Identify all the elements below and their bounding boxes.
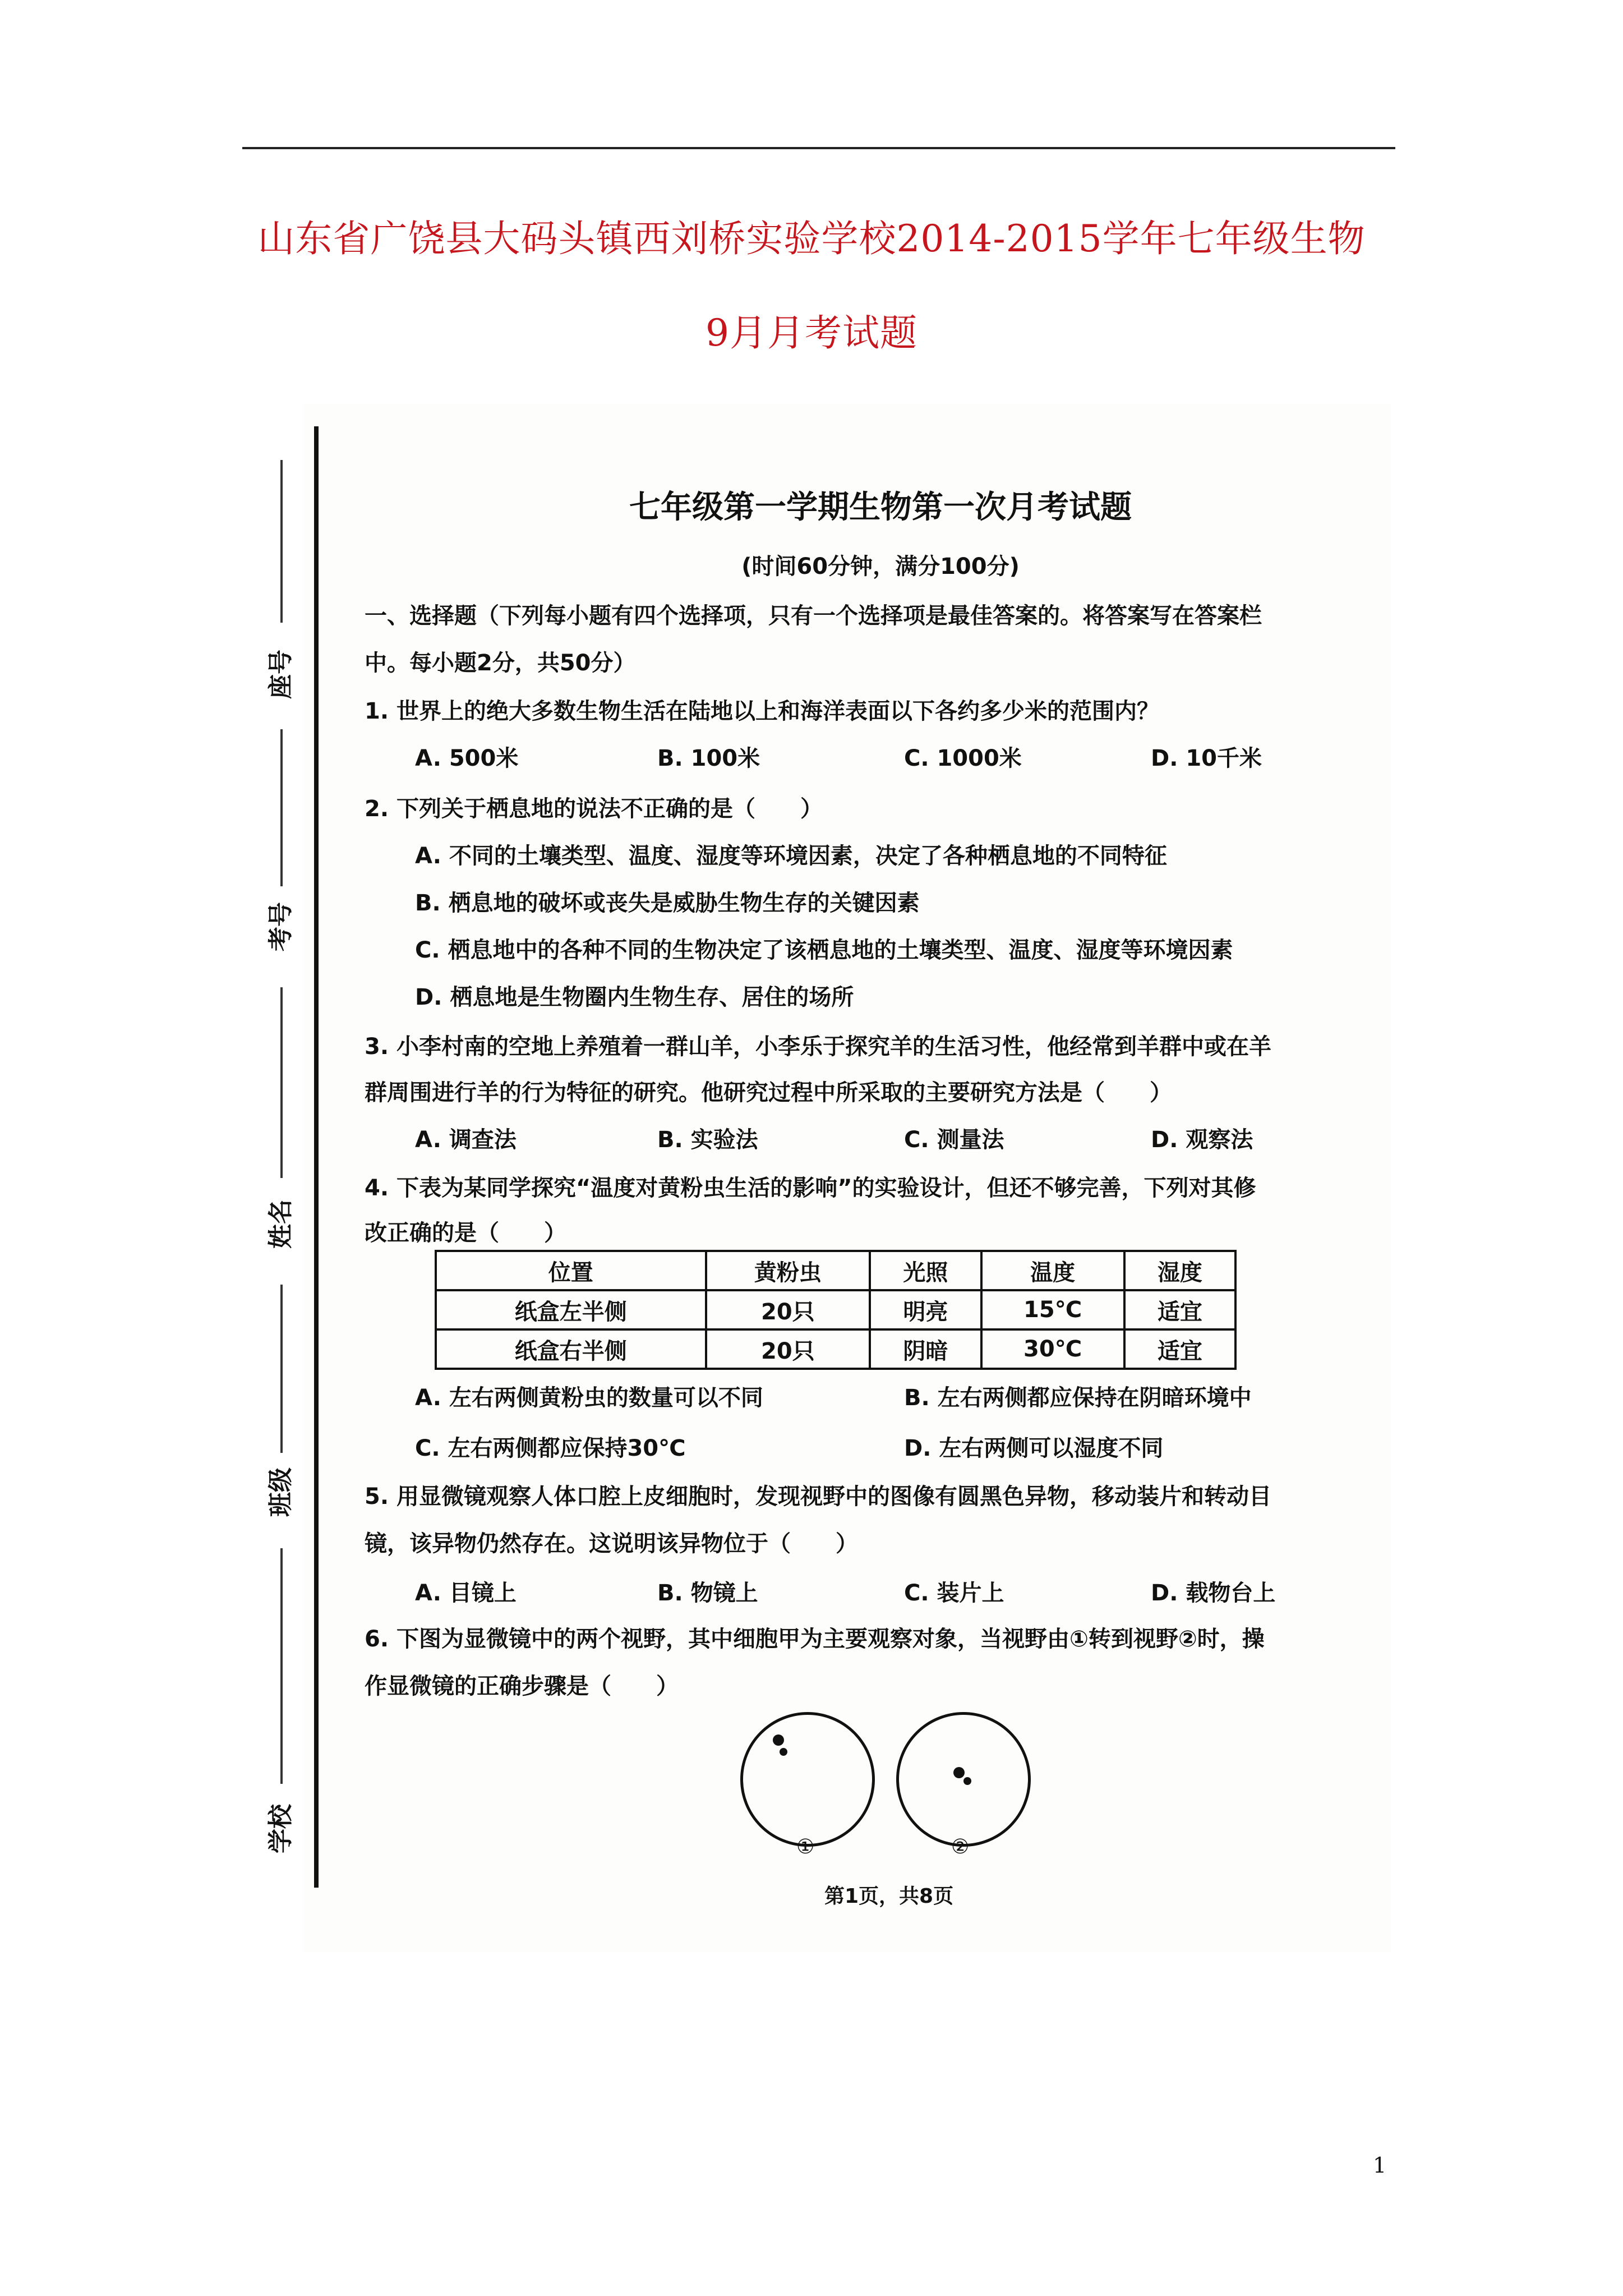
field-label: ① [796, 1835, 815, 1858]
option: B. 左右两侧都应保持在阴暗环境中 [904, 1385, 1252, 1411]
table-cell: 15℃ [981, 1290, 1124, 1329]
question-4: 4. 下表为某同学探究“温度对黄粉虫生活的影响”的实验设计，但还不够完善，下列对其修 [365, 1175, 1256, 1201]
table-cell: 30℃ [981, 1329, 1124, 1369]
header-rule [242, 147, 1395, 149]
margin-blank-line [280, 1285, 283, 1453]
option: C. 左右两侧都应保持30℃ [415, 1435, 686, 1461]
table-header: 光照 [870, 1251, 981, 1290]
option: A. 不同的土壤类型、温度、湿度等环境因素，决定了各种栖息地的不同特征 [415, 843, 1167, 869]
option: A. 目镜上 [415, 1580, 517, 1606]
question-4: 改正确的是（ ） [365, 1220, 566, 1246]
question-2: 2. 下列关于栖息地的说法不正确的是（ ） [365, 796, 823, 822]
field-label: ② [951, 1835, 970, 1858]
class-label: 班级 [266, 1467, 295, 1517]
table-header: 黄粉虫 [706, 1251, 870, 1290]
table-row [436, 1290, 1235, 1329]
document-title-line1: 山东省广饶县大码头镇西刘桥实验学校2014-2015学年七年级生物 [257, 217, 1366, 260]
question-1: 1. 世界上的绝大多数生物生活在陆地以上和海洋表面以下各约多少米的范围内？ [365, 698, 1159, 724]
document-title-line2: 9月月考试题 [706, 311, 917, 355]
option: D. 左右两侧可以湿度不同 [904, 1435, 1164, 1461]
option: B. 物镜上 [657, 1580, 758, 1606]
question-3: 3. 小李村南的空地上养殖着一群山羊，小李乐于探究羊的生活习性，他经常到羊群中或在羊 [365, 1034, 1271, 1060]
question-6: 作显微镜的正确步骤是（ ） [365, 1673, 679, 1699]
table-cell: 适宜 [1124, 1290, 1235, 1329]
margin-blank-line [280, 460, 283, 623]
question-3: 群周围进行羊的行为特征的研究。他研究过程中所采取的主要研究方法是（ ） [365, 1080, 1172, 1106]
cell-a-dot [773, 1734, 784, 1746]
table-cell: 适宜 [1124, 1329, 1235, 1369]
table-cell: 纸盒右半侧 [436, 1329, 706, 1369]
seat-number-label: 座号 [266, 650, 295, 699]
option: C. 装片上 [904, 1580, 1004, 1606]
table-header: 温度 [981, 1251, 1124, 1290]
exam-number-label: 考号 [266, 902, 295, 951]
exam-subtitle: (时间60分钟，满分100分) [741, 554, 1020, 579]
option: C. 测量法 [904, 1127, 1004, 1153]
option: D. 10千米 [1151, 746, 1262, 771]
option: B. 100米 [657, 746, 760, 771]
option: A. 调查法 [415, 1127, 517, 1153]
option: A. 左右两侧黄粉虫的数量可以不同 [415, 1385, 763, 1411]
table-header: 湿度 [1124, 1251, 1235, 1290]
table-cell: 阴暗 [870, 1329, 981, 1369]
cell-b-dot [780, 1748, 787, 1756]
question-5: 5. 用显微镜观察人体口腔上皮细胞时，发现视野中的图像有圆黑色异物，移动装片和转动目 [365, 1484, 1271, 1510]
option: B. 实验法 [657, 1127, 758, 1153]
table-cell: 明亮 [870, 1290, 981, 1329]
question-5: 镜，该异物仍然存在。这说明该异物位于（ ） [365, 1531, 858, 1557]
experiment-table [435, 1250, 1237, 1370]
option: D. 观察法 [1151, 1127, 1253, 1153]
option: A. 500米 [415, 746, 519, 771]
margin-blank-line [280, 987, 283, 1178]
binding-line [314, 426, 319, 1888]
exam-page-footer: 第1页，共8页 [824, 1885, 954, 1908]
option: C. 栖息地中的各种不同的生物决定了该栖息地的土壤类型、温度、湿度等环境因素 [415, 937, 1233, 963]
table-row [436, 1329, 1235, 1369]
table-header: 位置 [436, 1251, 706, 1290]
cell-a-dot [953, 1767, 965, 1778]
section-intro: 一、选择题（下列每小题有四个选择项，只有一个选择项是最佳答案的。将答案写在答案栏 [365, 603, 1262, 629]
table-cell: 20只 [706, 1290, 870, 1329]
margin-blank-line [280, 1548, 283, 1784]
option: C. 1000米 [904, 746, 1022, 771]
margin-blank-line [280, 729, 283, 886]
microscope-field-1 [740, 1712, 875, 1847]
table-header-row [436, 1251, 1235, 1290]
table-cell: 纸盒左半侧 [436, 1290, 706, 1329]
table-cell: 20只 [706, 1329, 870, 1369]
question-6: 6. 下图为显微镜中的两个视野，其中细胞甲为主要观察对象，当视野由①转到视野②时，操 [365, 1626, 1265, 1652]
name-label: 姓名 [266, 1199, 295, 1249]
exam-title: 七年级第一学期生物第一次月考试题 [629, 489, 1132, 526]
page-number: 1 [1373, 2153, 1387, 2178]
option: B. 栖息地的破坏或丧失是威胁生物生存的关键因素 [415, 890, 920, 916]
option: D. 栖息地是生物圈内生物生存、居住的场所 [415, 984, 854, 1010]
section-intro: 中。每小题2分，共50分） [365, 650, 636, 676]
cell-b-dot [963, 1777, 971, 1785]
option: D. 载物台上 [1151, 1580, 1276, 1606]
school-label: 学校 [266, 1804, 295, 1853]
